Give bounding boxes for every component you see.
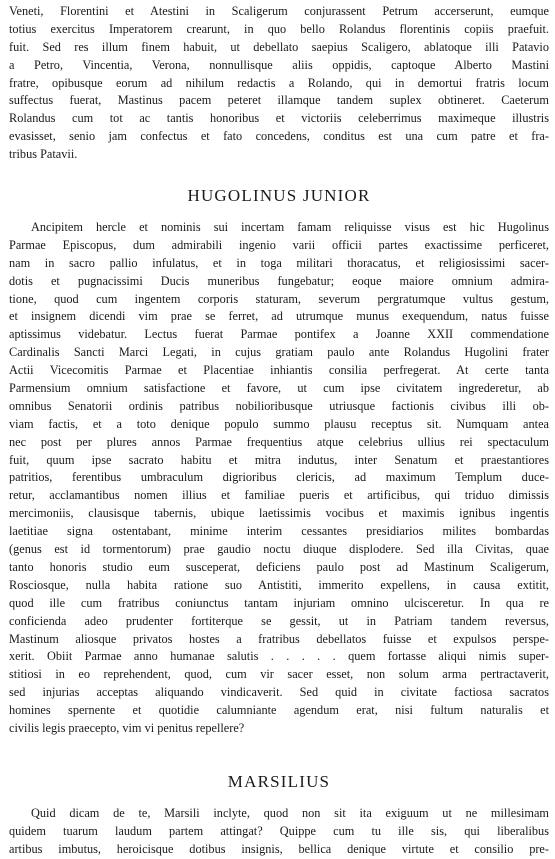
text-line: fuit, quum ipse sacrato habitu et mitra indutus, inter Senatum et praestantiores [9,452,549,467]
text-line: sed injurias acceptas aliquando vindicaverit. Sed quid in civitate factiosa sacratos [9,685,549,700]
text-line: nam in sacro pallio infulatus, et in toga militari thoracatus, et religiosissimi sacer- [9,255,549,270]
text-line: quod ille cum fratribus coniunctus tantam injuriam omnino ulcisceretur. In qua re [9,595,549,610]
text-line: Actii Vicecomitis Parmae et Placentiae inhiantis consilia perfregerat. At certe tanta [9,363,549,378]
text-line: viam factis, et a toto denique populo summo plausu receptus sit. Numquam antea [9,416,549,431]
text-line: tribus Patavii. [9,147,78,162]
text-line: Parmensium omnium satisfactione et favore, ut cum ipse civitatem ingrederetur, ab [9,381,549,396]
text-line: Mastinum aliosque privatos hostes a fratribus debellatos fuisse et expulsos perspe- [9,631,549,646]
text-line: omnibus Senatorii ordinis patribus nobilioribusque utriusque factionis civibus illi ob- [9,398,549,413]
marsilius-paragraph [9,805,549,859]
text-line: Veneti, Florentini et Atestini in Scaligerum conjurassent Petrum accerserunt, eumque [9,4,549,18]
text-line: laetitiae signa ostentabant, minime interim cessantes presidiarios milites bombardas [9,524,549,539]
text-line: Ancipitem hercle et nominis sui incertam famam reliquisse visus est hic Hugolinus [31,220,549,235]
text-line: Rosciosque, nulla habita ratione suo Antistiti, immerito expellens, in causa extitit, [9,577,549,592]
section-heading-hugolinus: HUGOLINUS JUNIOR [187,186,371,206]
text-line: homines spernente et quotidie calumniante agendum erat, nisi fultum naturalis et [9,703,549,718]
text-line: aptissimus videbatur. Lectus fuerat Parmae pontifex a Joanne XXII commendatione [9,327,549,342]
section-heading-marsilius: MARSILIUS [227,771,331,791]
text-line: tione, quod cum ingentem corporis staturam, severum pergratumque vultus gestum, [9,291,549,306]
intro-paragraph [9,3,549,164]
text-line: stitiosi in eo reprehendent, quod, cum vir sacer esset, non solum arma pertractaverit, [9,667,549,682]
text-line: dotis et pugnacissimi Ducis muneribus fungebatur; eoque maiore omnium admira- [9,273,549,288]
hugolinus-paragraph [9,219,549,738]
text-line: totius exercitus Imperatorem crearunt, in quo bello Rolandus florentinis copiis praefuit. [9,21,549,36]
text-line: mercimoniis, clausisque tabernis, ubique laetissimis vocibus et maximis ignibus ingentis [9,506,549,521]
text-line: patritios, ferentibus umbraculum digrioribus clericis, ad maximum Templum duce- [9,470,549,485]
text-line: quidem tuarum laudum partem attingat? Quippe cum tu ille sis, qui liberalibus [9,823,549,838]
text-line: Cardinalis Sancti Marci Legati, in cujus gratiam paulo ante Rolandus Hugolini frater [9,345,549,360]
text-line: Parmae Episcopus, dum admirabili ingenio varii officii partes exactissime perficeret, [9,237,549,252]
text-line: evasisset, senio jam confectus et fato concedens, conditus est una cum patre et fra- [9,129,549,144]
text-line: conficienda adeo prudenter fortiterque se gessit, ut in Patriam tandem reversus, [9,613,549,628]
text-line: civilis legis praecepto, vim vi penitus repellere? [9,720,245,735]
text-line: et insignem dicendi vim prae se ferret, ad utrumque munus exequendum, natus fuisse [9,309,549,324]
text-line: a Petro, Vincentia, Verona, nonnullisque aliis oppidis, captoque Alberto Mastini [9,57,549,72]
text-line: suffectus fuerat, Mastinus pacem peteret illamque tandem suplex obtineret. Caeterum [9,93,549,108]
text-line: Rolandus cum tot ac tantis honoribus et victoriis celeberrimus maximeque illustris [9,111,549,126]
text-line: tanto honoris studio eum susceperat, deficiens paulo post ad Mastinum Scaligerum, [9,559,549,574]
text-line: nec post per plures annos Parmae frequentius atque celebrius ullius rei spectaculum [9,434,549,449]
text-line: fuit. Sed res illum finem habuit, ut debellato saepius Scaligero, ablatoque illi Patavio [9,39,549,54]
text-line: xerit. Obiit Parmae anno humanae salutis . . . . . quem fortasse aliqui nimis super- [9,649,549,664]
text-line: artibus imbutus, heroicisque dotibus insignis, bellica denique virtute et consilio pre- [9,841,549,856]
text-line: retur, acclamantibus nomen illius et familiae pueris et artificibus, qui triduo dimissis [9,488,549,503]
text-line: Quid dicam de te, Marsili inclyte, quod non sit ita exiguum ut ne millesimam [31,805,549,820]
text-line: (genus est id tormentorum) prae gaudio noctu diuque displodere. Sed illa Civitas, quae [9,542,549,557]
document-page [9,3,549,859]
text-line: fratre, opibusque eorum ad nihilum redactis a Rolando, qui in demortui fratris locum [9,75,549,90]
